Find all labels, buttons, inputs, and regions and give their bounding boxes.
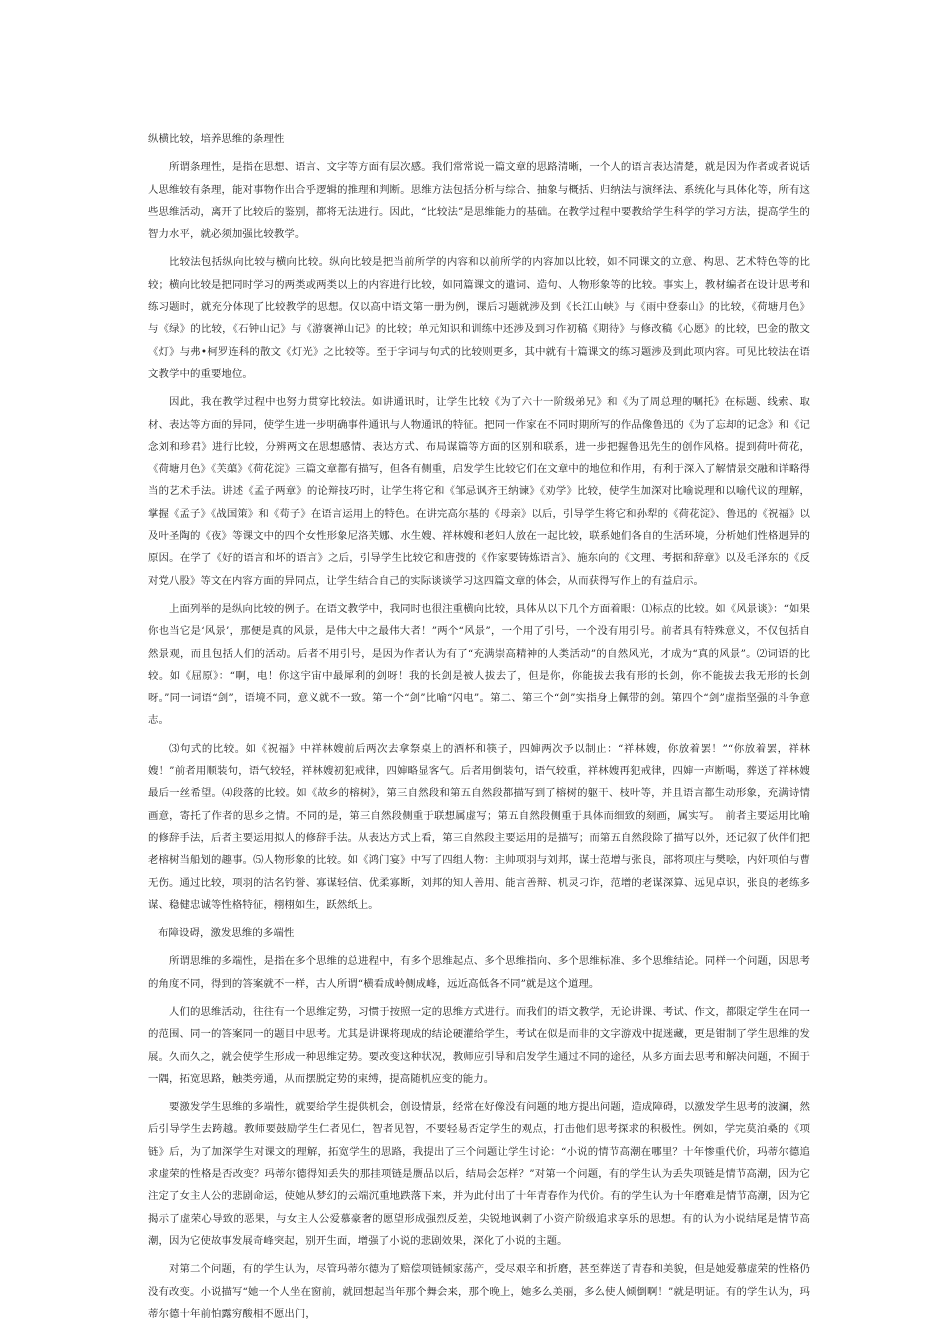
document-page <box>148 128 810 1325</box>
paragraph-2: 比较法包括纵向比较与横向比较。纵向比较是把当前所学的内容和以前所学的内容加以比较，如不同课文的立意、构思、艺术特色等的比较；横向比较是把同时学习的两类或两类以上的内容进行比较，如同篇课文的遣词、造句、人物形象等的比较。事实上，教材编者在设计思考和练习题时，就充分体现了比较教学的思想。仅以高中语文第一册为例，课后习题就涉及到《长江山峡》与《雨中登泰山》的比较，《荷塘月色》与《绿》的比较，《石钟山记》与《游褒禅山记》的比较；单元知识和训练中还涉及到习作初稿《期待》与修改稿《心愿》的比较，巴金的散文《灯》与弗•柯罗连科的散文《灯光》之比较等。至于字词与句式的比较则更多，其中就有十篇课文的练习题涉及到此项内容。可见比较法在语文教学中的重要地位。 <box>148 256 810 380</box>
paragraph-3: 因此，我在教学过程中也努力贯穿比较法。如讲通讯时，让学生比较《为了六十一阶级弟兄》和《为了周总理的嘱托》在标题、线索、取材、表达等方面的异同，使学生进一步明确事件通讯与人物通讯的特征。把同一作家在不同时期所写的作品像鲁迅的《为了忘却的记念》和《记念刘和珍君》进行比较，分辨两文在思想感情、表达方式、布局谋篇等方面的区别和联系，进一步把握鲁迅先生的创作风格。提到荷叶荷花，《荷塘月色》《芙蕖》《荷花淀》三篇文章都有描写，但各有侧重，启发学生比较它们在文章中的地位和作用，有利于深入了解情景交融和详略得当的艺术手法。讲述《孟子两章》的论辩技巧时，让学生将它和《邹忌讽齐王纳谏》《劝学》比较，使学生加深对比喻说理和以喻代议的理解，掌握《孟子》《战国策》和《荀子》在语言运用上的特色。在讲完高尔基的《母亲》以后，引导学生将它和孙犁的《荷花淀》、鲁迅的《祝福》以及叶圣陶的《夜》等课文中的四个女性形象尼洛芙娜、水生嫂、祥林嫂和老妇人放在一起比较，联系她们各自的生活环境，分析她们性格迥异的原因。在学了《好的语言和坏的语言》之后，引导学生比较它和唐弢的《作家要铸炼语言》、施东向的《文理、考据和辞章》以及毛泽东的《反对党八股》等文在内容方面的异同点，让学生结合自己的实际谈谈学习这四篇文章的体会，从而获得写作上的有益启示。 <box>148 396 810 587</box>
section-heading-2: 布障设碍，激发思维的多端性 <box>158 927 295 940</box>
section-heading-1: 纵横比较，培养思维的条理性 <box>148 133 285 145</box>
paragraph-9: 对第二个问题，有的学生认为，尽管玛蒂尔德为了赔偿项链倾家荡产，受尽艰辛和折磨，甚至葬送了青春和美貌，但是她爱慕虚荣的性格仍没有改变。小说描写“她一个人坐在窗前，就回想起当年那个舞会来，那个晚上，她多么美丽，多么使人倾倒啊！”就是明证。有的学生认为，玛蒂尔德十年前怕露穷酸相不愿出门， <box>148 1263 810 1320</box>
paragraph-6: 所谓思维的多端性，是指在多个思维的总进程中，有多个思维起点、多个思维指向、多个思维标准、多个思维结论。同样一个问题，因思考的角度不同，得到的答案就不一样，古人所谓“横看成岭侧成峰，远近高低各不同”就是这个道理。 <box>148 955 810 990</box>
paragraph-7: 人们的思维活动，往往有一个思维定势，习惯于按照一定的思维方式进行。而我们的语文教学，无论讲课、考试、作文，都限定学生在同一的范围、同一的答案同一的题目中思考。尤其是讲课将现成的结论硬灌给学生，考试在似是而非的文字游戏中捉迷藏，更是钳制了学生思维的发展。久而久之，就会使学生形成一种思维定势。要改变这种状况，教师应引导和启发学生通过不同的途径，从多方面去思考和解决问题，不囿于一隅，拓宽思路，触类旁通，从而摆脱定势的束缚，提高随机应变的能力。 <box>148 1005 810 1085</box>
paragraph-5: ⑶句式的比较。如《祝福》中祥林嫂前后两次去拿祭桌上的酒杯和筷子，四婶两次予以制止：“祥林嫂，你放着罢！”“你放着罢，祥林嫂！”前者用顺装句，语气较轻，祥林嫂初犯戒律，四婶略显客气。后者用倒装句，语气较重，祥林嫂再犯戒律，四婶一声断喝，葬送了祥林嫂最后一丝希望。⑷段落的比较。如《故乡的榕树》，第三自然段和第五自然段都描写到了榕树的躯干、枝叶等，并且语言都生动形象，充满诗情画意，寄托了作者的思乡之情。不同的是，第三自然段侧重于联想属虚写；第五自然段侧重于具体而细致的刻画，属实写。 前者主要运用比喻的修辞手法，后者主要运用拟人的修辞手法。从表达方式上看，第三自然段主要运用的是描写；而第五自然段除了描写以外，还记叙了伙伴们把老榕树当船划的趣事。⑸人物形象的比较。如《鸿门宴》中写了四组人物：主帅项羽与刘邦，谋士范增与张良，部将项庄与樊哙，内奸项伯与曹无伤。通过比较，项羽的沽名钓誉、寡谋轻信、优柔寡断，刘邦的知人善用、能言善辩、机灵刁诈，范增的老谋深算、远见卓识，张良的老练多谋、稳健忠诚等性格特征，栩栩如生，跃然纸上。 <box>148 742 810 911</box>
paragraph-4: 上面列举的是纵向比较的例子。在语文教学中，我同时也很注重横向比较，具体从以下几个方面着眼：⑴标点的比较。如《风景谈》：“如果你也当它是‘风景’，那便是真的风景，是伟大中之最伟大者！”两个“风景”，一个用了引号，一个没有用引号。前者具有特殊意义，不仅包括自然景观，而且包括人们的活动。后者不用引号，是因为作者认为有了“充满崇高精神的人类活动”的自然风光，才成为“真的风景”。⑵词语的比较。如《屈原》：“啊，电！你这宇宙中最犀利的剑呀！我的长剑是被人拔去了，但是你，你能拔去我有形的长剑，你不能拔去我无形的长剑呀。”同一词语“剑”，语境不同，意义就不一致。第一个“剑”比喻“闪电”。第二、第三个“剑”实指身上佩带的剑。第四个“剑”虚指坚强的斗争意志。 <box>148 602 810 727</box>
paragraph-8: 要激发学生思维的多端性，就要给学生提供机会，创设情景，经常在好像没有问题的地方提出问题，造成障碍，以激发学生思考的波澜，然后引导学生去跨越。教师要鼓励学生仁者见仁，智者见智，不要轻易否定学生的观点，打击他们思考探求的积极性。例如，学完莫泊桑的《项链》后，为了加深学生对课文的理解，拓宽学生的思路，我提出了三个问题让学生讨论：“小说的情节高潮在哪里？十年惨重代价，玛蒂尔德追求虚荣的性格是否改变？玛蒂尔德得知丢失的那挂项链是赝品以后，结局会怎样？”对第一个问题，有的学生认为丢失项链是情节高潮，因为它注定了女主人公的悲剧命运，使她从梦幻的云端沉重地跌落下来，并为此付出了十年青春作为代价。有的学生认为十年磨难是情节高潮，因为它揭示了虚荣心导致的恶果，与女主人公爱慕豪奢的愿望形成强烈反差，尖锐地讽刺了小资产阶级追求享乐的思想。有的认为小说结尾是情节高潮，因为它使故事发展奇峰突起，别开生面，增强了小说的悲剧效果，深化了小说的主题。 <box>148 1101 810 1247</box>
paragraph-1: 所谓条理性，是指在思想、语言、文字等方面有层次感。我们常常说一篇文章的思路清晰，一个人的语言表达清楚，就是因为作者或者说话人思维较有条理，能对事物作出合乎逻辑的推理和判断。思维方法包括分析与综合、抽象与概括、归纳法与演绎法、系统化与具体化等，所有这些思维活动，离开了比较后的鉴别，都将无法进行。因此，“比较法”是思维能力的基础。在教学过程中要教给学生科学的学习方法，提高学生的智力水平，就必须加强比较教学。 <box>148 161 810 241</box>
